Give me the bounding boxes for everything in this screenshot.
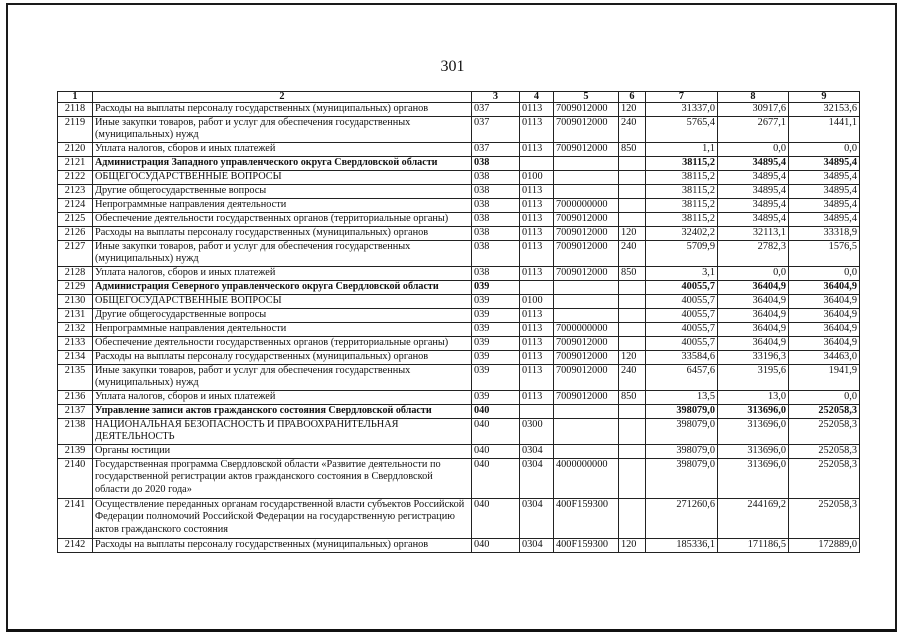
value-col8: 36404,9	[718, 337, 789, 351]
value-col7: 5709,9	[646, 241, 718, 267]
table-row	[58, 405, 860, 419]
value-col9: 34895,4	[789, 157, 860, 171]
header-cell: 7	[646, 92, 718, 103]
section-code: 0304	[520, 539, 554, 553]
value-col7: 185336,1	[646, 539, 718, 553]
row-name: Уплата налогов, сборов и иных платежей	[93, 391, 472, 405]
row-name: Расходы на выплаты персоналу государственных (муниципальных) органов	[93, 103, 472, 117]
value-col7: 40055,7	[646, 295, 718, 309]
value-col8: 13,0	[718, 391, 789, 405]
admin-code: 038	[472, 199, 520, 213]
section-code	[520, 157, 554, 171]
table-body	[58, 103, 860, 553]
section-code: 0113	[520, 323, 554, 337]
expense-type: 850	[619, 143, 646, 157]
row-number: 2123	[58, 185, 93, 199]
section-code	[520, 281, 554, 295]
section-code: 0113	[520, 103, 554, 117]
table-row	[58, 171, 860, 185]
row-name: Осуществление переданных органам государственной власти субъектов Российской Федерации полномочий Российской Федерации на государственную регистрацию актов гражданского состояния	[93, 499, 472, 539]
expense-type	[619, 295, 646, 309]
value-col8: 244169,2	[718, 499, 789, 539]
table-row	[58, 157, 860, 171]
target-code	[554, 157, 619, 171]
value-col8: 36404,9	[718, 281, 789, 295]
row-number: 2126	[58, 227, 93, 241]
row-name: Другие общегосударственные вопросы	[93, 309, 472, 323]
table-row	[58, 117, 860, 143]
value-col7: 33584,6	[646, 351, 718, 365]
expense-type: 240	[619, 117, 646, 143]
expense-type	[619, 459, 646, 499]
expense-type: 240	[619, 241, 646, 267]
section-code: 0113	[520, 199, 554, 213]
table-row	[58, 295, 860, 309]
target-code: 400F159300	[554, 499, 619, 539]
target-code	[554, 405, 619, 419]
expense-type	[619, 171, 646, 185]
row-number: 2121	[58, 157, 93, 171]
section-code: 0113	[520, 391, 554, 405]
target-code	[554, 281, 619, 295]
section-code: 0113	[520, 227, 554, 241]
target-code: 7009012000	[554, 337, 619, 351]
admin-code: 040	[472, 405, 520, 419]
row-name: Иные закупки товаров, работ и услуг для обеспечения государственных (муниципальных) нужд	[93, 117, 472, 143]
admin-code: 040	[472, 445, 520, 459]
target-code	[554, 185, 619, 199]
target-code: 7009012000	[554, 103, 619, 117]
row-name: Расходы на выплаты персоналу государственных (муниципальных) органов	[93, 227, 472, 241]
row-number: 2118	[58, 103, 93, 117]
value-col9: 34895,4	[789, 213, 860, 227]
header-cell: 3	[472, 92, 520, 103]
row-number: 2125	[58, 213, 93, 227]
section-code: 0113	[520, 365, 554, 391]
header-cell: 8	[718, 92, 789, 103]
value-col9: 252058,3	[789, 459, 860, 499]
row-name: Администрация Северного управленческого округа Свердловской области	[93, 281, 472, 295]
table-row	[58, 499, 860, 539]
header-cell: 5	[554, 92, 619, 103]
section-code: 0113	[520, 309, 554, 323]
value-col8: 34895,4	[718, 213, 789, 227]
value-col9: 36404,9	[789, 337, 860, 351]
row-number: 2133	[58, 337, 93, 351]
row-number: 2128	[58, 267, 93, 281]
expense-type	[619, 337, 646, 351]
row-number: 2130	[58, 295, 93, 309]
row-number: 2129	[58, 281, 93, 295]
target-code	[554, 419, 619, 445]
admin-code: 038	[472, 267, 520, 281]
table-row	[58, 323, 860, 337]
row-name: Расходы на выплаты персоналу государственных (муниципальных) органов	[93, 351, 472, 365]
row-number: 2131	[58, 309, 93, 323]
value-col7: 1,1	[646, 143, 718, 157]
value-col9: 252058,3	[789, 405, 860, 419]
expense-type	[619, 419, 646, 445]
row-name: Непрограммные направления деятельности	[93, 323, 472, 337]
value-col7: 398079,0	[646, 445, 718, 459]
admin-code: 040	[472, 459, 520, 499]
row-number: 2135	[58, 365, 93, 391]
value-col8: 0,0	[718, 143, 789, 157]
value-col9: 1441,1	[789, 117, 860, 143]
expense-type	[619, 309, 646, 323]
value-col7: 38115,2	[646, 185, 718, 199]
target-code: 7009012000	[554, 143, 619, 157]
row-name: ОБЩЕГОСУДАРСТВЕННЫЕ ВОПРОСЫ	[93, 171, 472, 185]
target-code: 7009012000	[554, 267, 619, 281]
value-col8: 36404,9	[718, 323, 789, 337]
row-name: НАЦИОНАЛЬНАЯ БЕЗОПАСНОСТЬ И ПРАВООХРАНИТЕЛЬНАЯ ДЕЯТЕЛЬНОСТЬ	[93, 419, 472, 445]
expense-type	[619, 323, 646, 337]
row-number: 2124	[58, 199, 93, 213]
row-number: 2132	[58, 323, 93, 337]
section-code: 0113	[520, 337, 554, 351]
value-col7: 40055,7	[646, 281, 718, 295]
expense-type: 850	[619, 267, 646, 281]
expense-type	[619, 281, 646, 295]
table-row	[58, 391, 860, 405]
value-col8: 313696,0	[718, 419, 789, 445]
expense-type: 120	[619, 103, 646, 117]
value-col7: 31337,0	[646, 103, 718, 117]
table-row	[58, 199, 860, 213]
row-name: Управление записи актов гражданского состояния Свердловской области	[93, 405, 472, 419]
value-col8: 30917,6	[718, 103, 789, 117]
section-code: 0304	[520, 445, 554, 459]
value-col9: 34895,4	[789, 185, 860, 199]
admin-code: 039	[472, 391, 520, 405]
expense-type	[619, 405, 646, 419]
section-code: 0113	[520, 213, 554, 227]
value-col7: 32402,2	[646, 227, 718, 241]
value-col7: 398079,0	[646, 459, 718, 499]
value-col8: 34895,4	[718, 185, 789, 199]
value-col8: 313696,0	[718, 405, 789, 419]
value-col9: 33318,9	[789, 227, 860, 241]
value-col8: 313696,0	[718, 459, 789, 499]
value-col7: 38115,2	[646, 199, 718, 213]
admin-code: 038	[472, 227, 520, 241]
admin-code: 039	[472, 323, 520, 337]
value-col9: 34895,4	[789, 171, 860, 185]
row-name: ОБЩЕГОСУДАРСТВЕННЫЕ ВОПРОСЫ	[93, 295, 472, 309]
expense-type	[619, 157, 646, 171]
admin-code: 038	[472, 241, 520, 267]
admin-code: 038	[472, 185, 520, 199]
table-row	[58, 213, 860, 227]
row-name: Расходы на выплаты персоналу государственных (муниципальных) органов	[93, 539, 472, 553]
value-col8: 2677,1	[718, 117, 789, 143]
target-code: 7009012000	[554, 227, 619, 241]
row-name: Непрограммные направления деятельности	[93, 199, 472, 213]
value-col9: 252058,3	[789, 499, 860, 539]
admin-code: 039	[472, 295, 520, 309]
admin-code: 038	[472, 213, 520, 227]
page-number: 301	[440, 58, 465, 75]
admin-code: 037	[472, 103, 520, 117]
table-row	[58, 337, 860, 351]
table-row	[58, 143, 860, 157]
admin-code: 039	[472, 365, 520, 391]
value-col9: 36404,9	[789, 309, 860, 323]
expense-type: 120	[619, 539, 646, 553]
value-col8: 3195,6	[718, 365, 789, 391]
row-name: Государственная программа Свердловской области «Развитие деятельности по государственной регистрации актов гражданского состояния в Свердловской области до 2020 года»	[93, 459, 472, 499]
row-name: Иные закупки товаров, работ и услуг для обеспечения государственных (муниципальных) нужд	[93, 365, 472, 391]
header-cell: 1	[58, 92, 93, 103]
row-name: Обеспечение деятельности государственных органов (территориальные органы)	[93, 337, 472, 351]
header-cell: 2	[93, 92, 472, 103]
value-col9: 172889,0	[789, 539, 860, 553]
value-col8: 313696,0	[718, 445, 789, 459]
value-col9: 1576,5	[789, 241, 860, 267]
admin-code: 039	[472, 337, 520, 351]
value-col8: 171186,5	[718, 539, 789, 553]
target-code: 7009012000	[554, 365, 619, 391]
value-col9: 36404,9	[789, 281, 860, 295]
section-code	[520, 405, 554, 419]
admin-code: 038	[472, 171, 520, 185]
target-code: 7009012000	[554, 351, 619, 365]
value-col8: 34895,4	[718, 199, 789, 213]
section-code: 0113	[520, 351, 554, 365]
admin-code: 039	[472, 351, 520, 365]
value-col9: 0,0	[789, 143, 860, 157]
value-col7: 5765,4	[646, 117, 718, 143]
row-number: 2127	[58, 241, 93, 267]
table-row	[58, 419, 860, 445]
admin-code: 040	[472, 419, 520, 445]
target-code	[554, 295, 619, 309]
table-row	[58, 241, 860, 267]
target-code	[554, 309, 619, 323]
value-col7: 40055,7	[646, 337, 718, 351]
row-number: 2139	[58, 445, 93, 459]
row-number: 2140	[58, 459, 93, 499]
table-row	[58, 445, 860, 459]
budget-table	[57, 91, 860, 553]
value-col9: 36404,9	[789, 295, 860, 309]
table-row	[58, 365, 860, 391]
row-number: 2120	[58, 143, 93, 157]
expense-type: 120	[619, 351, 646, 365]
table-row	[58, 281, 860, 295]
row-name: Другие общегосударственные вопросы	[93, 185, 472, 199]
expense-type	[619, 213, 646, 227]
admin-code: 040	[472, 499, 520, 539]
row-name: Уплата налогов, сборов и иных платежей	[93, 267, 472, 281]
value-col9: 0,0	[789, 267, 860, 281]
value-col8: 2782,3	[718, 241, 789, 267]
section-code: 0113	[520, 267, 554, 281]
row-name: Администрация Западного управленческого округа Свердловской области	[93, 157, 472, 171]
row-number: 2138	[58, 419, 93, 445]
target-code: 7000000000	[554, 323, 619, 337]
value-col8: 34895,4	[718, 157, 789, 171]
target-code: 4000000000	[554, 459, 619, 499]
value-col8: 34895,4	[718, 171, 789, 185]
header-row	[58, 92, 860, 103]
value-col7: 398079,0	[646, 419, 718, 445]
admin-code: 037	[472, 143, 520, 157]
section-code: 0113	[520, 143, 554, 157]
row-name: Органы юстиции	[93, 445, 472, 459]
table-row	[58, 103, 860, 117]
value-col9: 1941,9	[789, 365, 860, 391]
value-col7: 6457,6	[646, 365, 718, 391]
admin-code: 039	[472, 281, 520, 295]
value-col9: 34463,0	[789, 351, 860, 365]
section-code: 0304	[520, 459, 554, 499]
value-col9: 32153,6	[789, 103, 860, 117]
table-row	[58, 185, 860, 199]
row-number: 2119	[58, 117, 93, 143]
value-col7: 40055,7	[646, 309, 718, 323]
value-col7: 38115,2	[646, 157, 718, 171]
target-code: 7009012000	[554, 117, 619, 143]
row-number: 2136	[58, 391, 93, 405]
header-cell: 6	[619, 92, 646, 103]
row-number: 2134	[58, 351, 93, 365]
target-code	[554, 445, 619, 459]
row-name: Обеспечение деятельности государственных органов (территориальные органы)	[93, 213, 472, 227]
header-cell: 9	[789, 92, 860, 103]
value-col9: 0,0	[789, 391, 860, 405]
table-row	[58, 309, 860, 323]
value-col7: 38115,2	[646, 213, 718, 227]
section-code: 0100	[520, 171, 554, 185]
target-code: 7009012000	[554, 391, 619, 405]
row-number: 2142	[58, 539, 93, 553]
section-code: 0113	[520, 241, 554, 267]
header-cell: 4	[520, 92, 554, 103]
expense-type	[619, 499, 646, 539]
value-col7: 38115,2	[646, 171, 718, 185]
expense-type	[619, 445, 646, 459]
value-col8: 32113,1	[718, 227, 789, 241]
value-col8: 36404,9	[718, 295, 789, 309]
admin-code: 039	[472, 309, 520, 323]
expense-type: 120	[619, 227, 646, 241]
admin-code: 040	[472, 539, 520, 553]
row-number: 2122	[58, 171, 93, 185]
row-name: Иные закупки товаров, работ и услуг для обеспечения государственных (муниципальных) нужд	[93, 241, 472, 267]
value-col7: 13,5	[646, 391, 718, 405]
section-code: 0304	[520, 499, 554, 539]
target-code	[554, 171, 619, 185]
value-col7: 271260,6	[646, 499, 718, 539]
section-code: 0300	[520, 419, 554, 445]
row-number: 2141	[58, 499, 93, 539]
value-col8: 33196,3	[718, 351, 789, 365]
expense-type: 850	[619, 391, 646, 405]
expense-type: 240	[619, 365, 646, 391]
value-col9: 36404,9	[789, 323, 860, 337]
row-name: Уплата налогов, сборов и иных платежей	[93, 143, 472, 157]
table-row	[58, 351, 860, 365]
value-col8: 36404,9	[718, 309, 789, 323]
expense-type	[619, 185, 646, 199]
expense-type	[619, 199, 646, 213]
table-row	[58, 539, 860, 553]
target-code: 7009012000	[554, 241, 619, 267]
value-col7: 40055,7	[646, 323, 718, 337]
value-col9: 252058,3	[789, 445, 860, 459]
value-col7: 3,1	[646, 267, 718, 281]
row-number: 2137	[58, 405, 93, 419]
value-col9: 252058,3	[789, 419, 860, 445]
value-col8: 0,0	[718, 267, 789, 281]
target-code: 400F159300	[554, 539, 619, 553]
table-row	[58, 227, 860, 241]
section-code: 0113	[520, 117, 554, 143]
value-col7: 398079,0	[646, 405, 718, 419]
value-col9: 34895,4	[789, 199, 860, 213]
section-code: 0113	[520, 185, 554, 199]
admin-code: 038	[472, 157, 520, 171]
section-code: 0100	[520, 295, 554, 309]
target-code: 7000000000	[554, 199, 619, 213]
table-row	[58, 459, 860, 499]
table-row	[58, 267, 860, 281]
admin-code: 037	[472, 117, 520, 143]
target-code: 7009012000	[554, 213, 619, 227]
